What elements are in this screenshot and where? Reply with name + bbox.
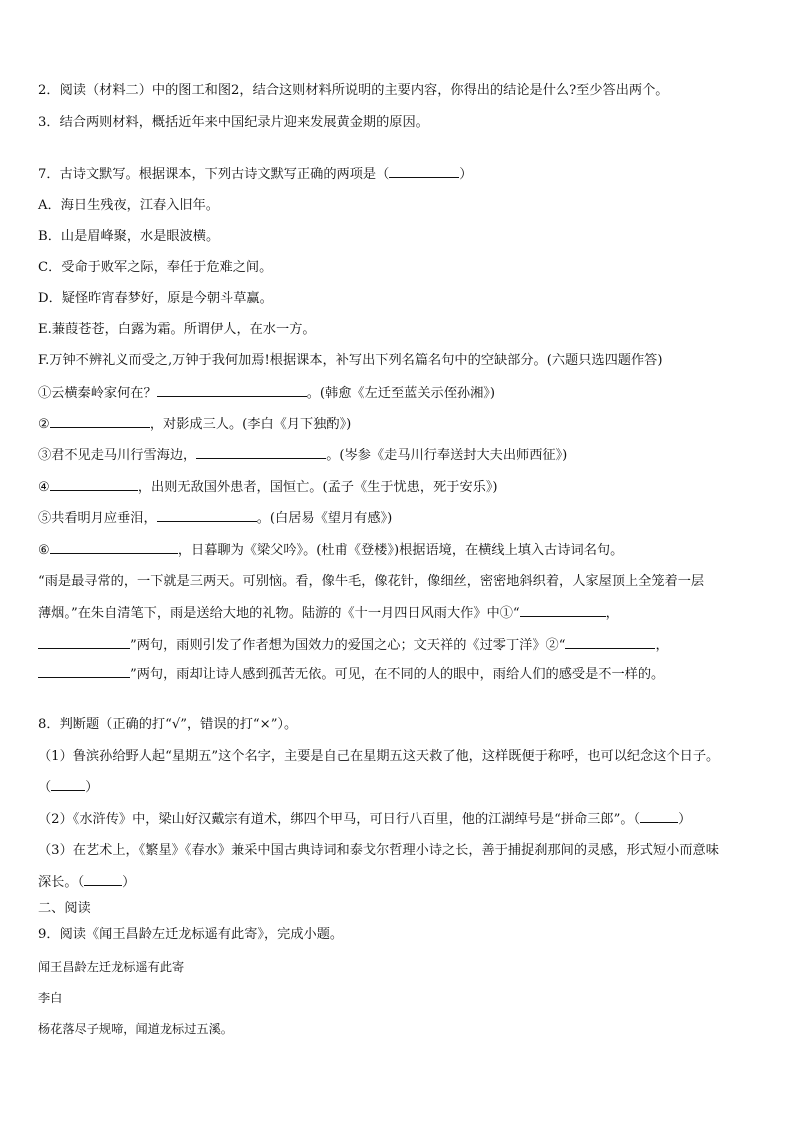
rain-paragraph-line-4 <box>38 665 664 684</box>
poem-line-1: 杨花落尽子规啼，闻道龙标过五溪。 <box>38 1022 233 1036</box>
answer-blank[interactable] <box>50 415 150 428</box>
question-9-stem: 9．阅读《闻王昌龄左迁龙标遥有此寄》，完成小题。 <box>38 927 344 942</box>
fill-item-6-post: ，日暮聊为《梁父吟》。(杜甫《登楼》)根据语境，在横线上填入古诗词名句。 <box>177 543 624 558</box>
paren-open: （ <box>38 780 52 795</box>
fill-item-1 <box>38 384 495 403</box>
fill-item-4-post: ，出则无敌国外患者，国恒亡。(孟子《生于忧患，死于安乐》) <box>137 480 498 495</box>
paren-close: ） <box>85 780 99 795</box>
comma: ， <box>655 638 669 653</box>
answer-blank[interactable] <box>520 604 606 617</box>
fill-item-6 <box>38 541 623 560</box>
fill-item-4 <box>38 478 498 497</box>
option-d: D．疑怪昨宵春梦好，原是今朝斗草赢。 <box>38 291 273 306</box>
answer-blank[interactable] <box>196 446 326 459</box>
option-c: C．受命于败军之际，奉任于危难之间。 <box>38 260 273 275</box>
fill-item-3-post: 。(岑参《走马川行奉送封大夫出师西征》) <box>326 448 568 463</box>
fill-item-2-post: ，对影成三人。(李白《月下独酌》) <box>149 417 352 432</box>
answer-blank[interactable] <box>565 636 655 649</box>
answer-blank[interactable] <box>50 478 138 491</box>
question-2: 2．阅读（材料二）中的图工和图2，结合这则材料所说明的主要内容，你得出的结论是什么?至少答出两个。 <box>38 83 669 98</box>
rain-paragraph-text: 薄烟。”在朱自清笔下，雨是送给大地的礼物。陆游的《十一月四日风雨大作》中①“ <box>38 606 520 621</box>
fill-item-5-post: 。(白居易《望月有感》) <box>256 511 393 526</box>
question-7-stem <box>38 165 472 184</box>
section-heading: 二、阅读 <box>38 901 91 916</box>
answer-blank[interactable] <box>50 541 178 554</box>
rain-paragraph-text: ”两句，雨则引发了作者想为国效力的爱国之心；文天祥的《过零丁洋》②“ <box>130 638 566 653</box>
answer-blank[interactable] <box>157 509 257 522</box>
paren-close: ） <box>678 812 692 827</box>
answer-blank[interactable] <box>157 384 307 397</box>
fill-item-3 <box>38 446 567 465</box>
rain-paragraph-text: ”两句，雨却让诗人感到孤苦无依。可见，在不同的人的眼中，雨给人们的感受是不一样的。 <box>130 667 665 682</box>
rain-paragraph-line-3 <box>38 636 669 655</box>
answer-blank[interactable] <box>389 165 459 178</box>
fill-item-2 <box>38 415 351 434</box>
fill-item-2-pre: ② <box>38 417 50 432</box>
judge-item-1: （1）鲁滨孙给野人起“星期五”这个名字，主要是自己在星期五这天救了他，这样既便于称呼，也可以纪念这个日子。 <box>38 749 720 764</box>
question-3: 3．结合两则材料，概括近年来中国纪录片迎来发展黄金期的原因。 <box>38 115 429 130</box>
paren-close: ） <box>122 875 136 890</box>
fill-item-6-pre: ⑥ <box>38 543 50 558</box>
option-a: A．海日生残夜，江春入旧年。 <box>38 198 219 213</box>
rain-paragraph-line-2 <box>38 604 619 623</box>
q7-stem-text: 7．古诗文默写。根据课本，下列古诗文默写正确的两项是（ <box>38 167 390 182</box>
judge-item-2-text: （2）《水浒传》中，梁山好汉戴宗有道术，绑四个甲马，可日行八百里，他的江湖绰号是“拼命三郎”。（ <box>38 812 641 827</box>
fill-item-1-pre: ①云横秦岭家何在？ <box>38 386 157 401</box>
option-f: F.万钟不辨礼义而受之,万钟于我何加焉!根据课本，补写出下列名篇名句中的空缺部分。(六题只选四题作答) <box>38 353 663 368</box>
judge-item-2 <box>38 810 691 829</box>
judge-item-3-cont <box>38 873 135 892</box>
comma: ， <box>605 606 619 621</box>
poem-author: 李白 <box>38 991 63 1005</box>
fill-item-3-pre: ③君不见走马川行雪海边， <box>38 448 197 463</box>
answer-blank[interactable] <box>38 665 130 678</box>
fill-item-5-pre: ⑤共看明月应垂泪， <box>38 511 157 526</box>
fill-item-4-pre: ④ <box>38 480 50 495</box>
question-8-stem: 8．判断题（正确的打“√”，错误的打“×”）。 <box>38 717 298 732</box>
answer-blank[interactable] <box>51 778 85 791</box>
judge-item-1-answer <box>38 778 98 797</box>
judge-item-3-text: 深长。（ <box>38 875 85 890</box>
option-e: E.蒹葭苍苍，白露为霜。所谓伊人，在水一方。 <box>38 322 316 337</box>
q7-stem-close: ） <box>459 167 473 182</box>
fill-item-1-post: 。(韩愈《左迁至蓝关示侄孙湘》) <box>306 386 496 401</box>
rain-paragraph-line-1: “雨是最寻常的，一下就是三两天。可别恼。看，像牛毛，像花针，像细丝，密密地斜织着，人家屋顶上全笼着一层 <box>38 574 705 589</box>
answer-blank[interactable] <box>640 810 678 823</box>
poem-title: 闻王昌龄左迁龙标遥有此寄 <box>38 960 185 974</box>
judge-item-3: （3）在艺术上，《繁星》《春水》兼采中国古典诗词和泰戈尔哲理小诗之长，善于捕捉刹那间的灵感，形式短小而意味 <box>38 843 719 858</box>
fill-item-5 <box>38 509 392 528</box>
answer-blank[interactable] <box>84 873 122 886</box>
answer-blank[interactable] <box>38 636 130 649</box>
option-b: B．山是眉峰聚，水是眼波横。 <box>38 229 220 244</box>
